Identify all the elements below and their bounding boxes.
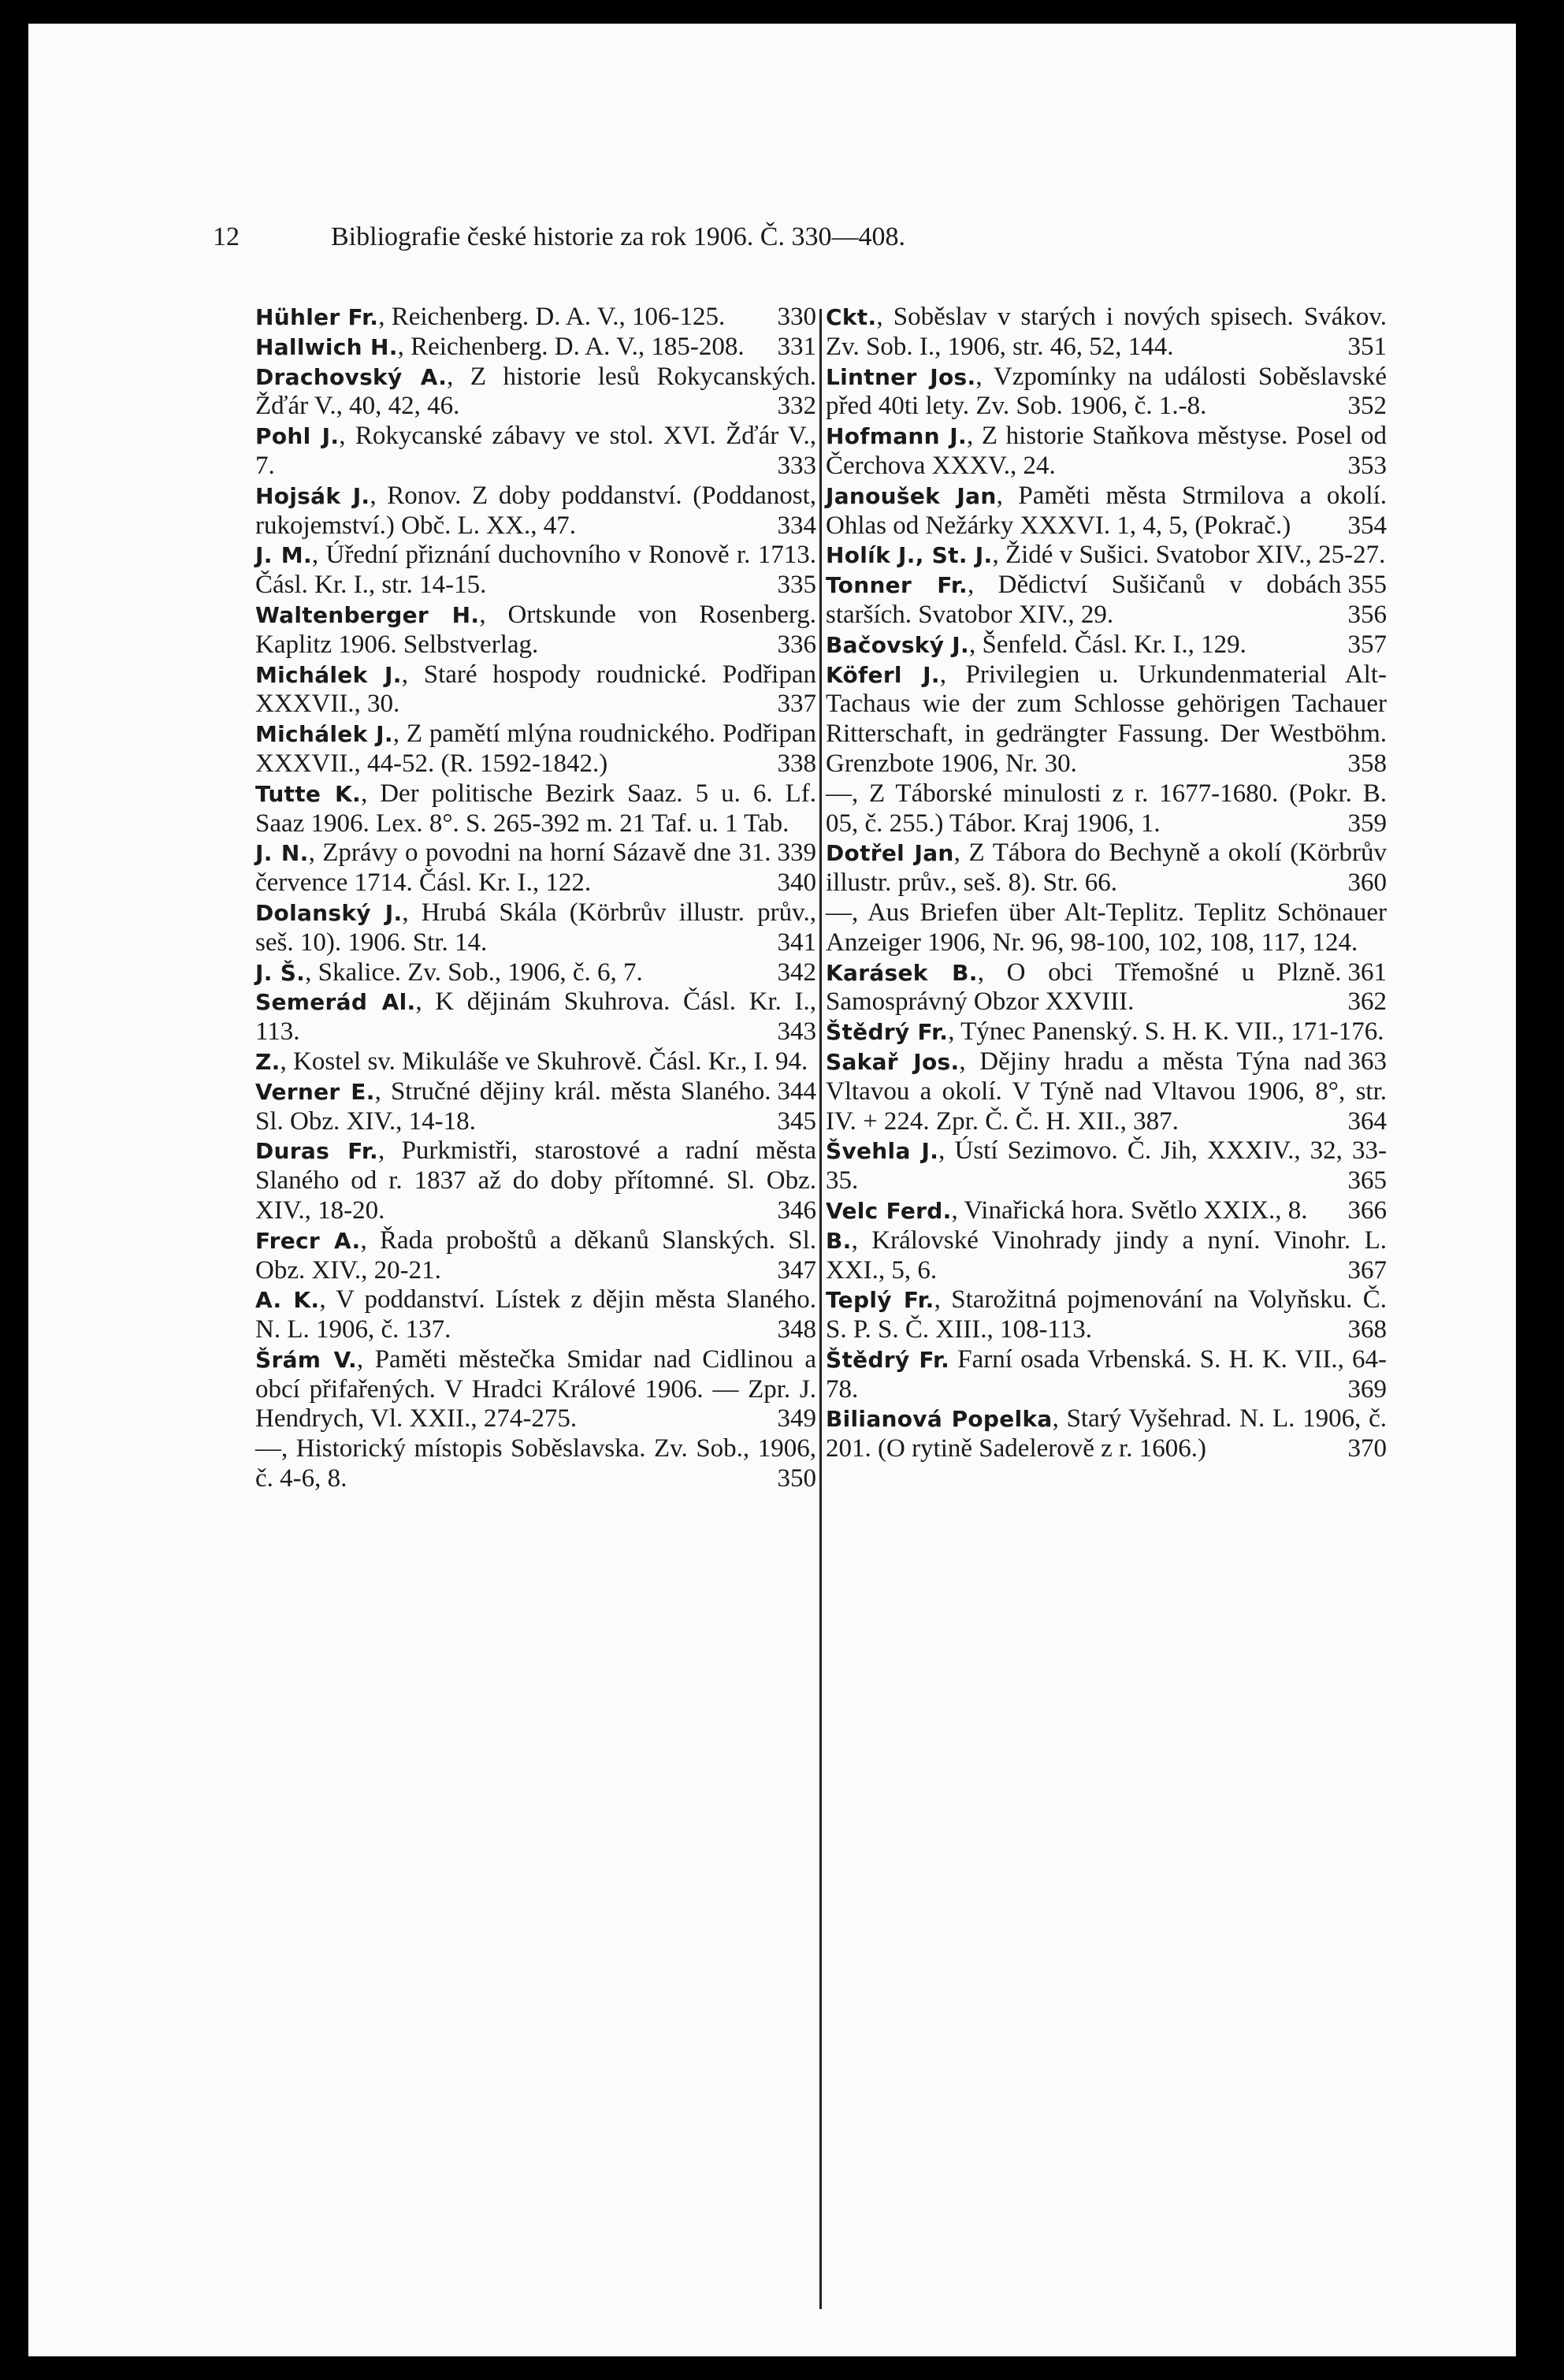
left-column [255, 303, 816, 1494]
bib-entry [255, 839, 816, 898]
bib-entry [255, 660, 816, 720]
entry-number: 365 [1347, 1166, 1387, 1196]
entry-text: , Der politische Bezirk Saaz. 5 u. 6. Lf. Saaz 1906. Lex. 8°. S. 265-392 m. 21 Taf. u. 1 Tab. [255, 779, 816, 838]
bib-entry [826, 1345, 1387, 1405]
entry-text: —, Z Táborské minulosti z r. 1677-1680. (Pokr. B. 05, č. 255.) Tábor. Kraj 1906, 1. [826, 779, 1387, 838]
entry-number: 352 [1347, 392, 1387, 421]
entry-text: , Vzpomínky na události Soběslavské před 40ti lety. Zv. Sob. 1906, č. 1.-8. [826, 362, 1387, 421]
entry-author: Holík J., St. J. [826, 542, 993, 569]
entry-number: 336 [777, 630, 816, 659]
entry-author: Ckt. [826, 304, 877, 330]
entry-number: 349 [777, 1404, 816, 1434]
bib-entry [255, 303, 816, 333]
entry-number: 362 [1347, 987, 1387, 1017]
entry-text: , Soběslav v starých i nových spisech. Svákov. Zv. Sob. I., 1906, str. 46, 52, 144. [826, 303, 1387, 361]
entry-text: , Z pamětí mlýna roudnického. Podřipan XXXVII., 44-52. (R. 1592-1842.) [255, 720, 816, 778]
entry-author: Bačovský J. [826, 631, 969, 658]
entry-author: Semerád Al. [255, 989, 416, 1016]
entry-number: 341 [777, 928, 816, 957]
running-header [213, 222, 905, 252]
entry-text: , Starý Vyšehrad. N. L. 1906, č. 201. (O rytině Sadelerově z r. 1606.) [826, 1404, 1387, 1463]
entry-text: , Týnec Panenský. S. H. K. VII., 171-176. [948, 1017, 1384, 1047]
entry-number: 347 [777, 1255, 816, 1285]
entry-text: , Dějiny hradu a města Týna nad Vltavou a okolí. V Týně nad Vltavou 1906, 8°, str. IV. + 224. Zpr. Č. Č. H. XII., 387. [826, 1047, 1387, 1136]
entry-text: —, Historický místopis Soběslavska. Zv. Sob., 1906, č. 4-6, 8. [255, 1434, 816, 1493]
bib-entry [255, 1226, 816, 1286]
bib-entry [826, 1136, 1387, 1196]
entry-text: , Královské Vinohrady jindy a nyní. Vinohr. L. XXI., 5, 6. [826, 1225, 1387, 1285]
entry-number: 345 [777, 1106, 816, 1136]
entry-number: 370 [1347, 1434, 1387, 1463]
entry-number: 354 [1347, 511, 1387, 540]
bib-entry [826, 1404, 1387, 1464]
entry-author: Švehla J. [826, 1138, 939, 1165]
entry-number: 346 [777, 1196, 816, 1225]
bib-entry [826, 1285, 1387, 1345]
entry-number: 332 [777, 392, 816, 421]
bib-entry [826, 571, 1387, 630]
entry-author: Štědrý Fr. [826, 1019, 949, 1046]
entry-text: , V poddanství. Lístek z dějin města Slaného. N. L. 1906, č. 137. [255, 1285, 816, 1344]
column-divider [819, 309, 822, 2309]
bib-entry [255, 541, 816, 601]
entry-author: Michálek J. [255, 661, 402, 688]
entry-author: B. [826, 1227, 852, 1254]
entry-text: , Reichenberg. D. A. V., 185-208. [397, 332, 745, 361]
page-number: 12 [213, 222, 240, 251]
bib-entry [255, 898, 816, 958]
bib-entry [255, 333, 816, 363]
bib-entry [826, 958, 1387, 1018]
entry-text: , Rokycanské zábavy ve stol. XVI. Žďár V., 7. [255, 422, 816, 480]
entry-number: 333 [777, 451, 816, 480]
entry-author: Dotřel Jan [826, 840, 954, 867]
entry-author: Teplý Fr. [826, 1287, 934, 1314]
entry-author: Hojsák J. [255, 482, 370, 509]
entry-text: , Privilegien u. Urkundenmaterial Alt-Tachaus wie der zum Schlosse gehörigen Tachauer Ritterschaft, in gedrängter Fassung. Der Westböhm. Grenzbote 1906, Nr. 30. [826, 660, 1387, 778]
entry-number: 353 [1347, 451, 1387, 480]
entry-author: Michálek J. [255, 721, 393, 748]
entry-text: , Starožitná pojmenování na Volyňsku. Č. S. P. S. Č. XIII., 108-113. [826, 1285, 1387, 1344]
entry-author: Lintner Jos. [826, 363, 976, 390]
entry-author: Drachovský A. [255, 363, 448, 390]
entry-number: 368 [1347, 1315, 1387, 1344]
entry-author: Velc Ferd. [826, 1197, 952, 1224]
scan-edge [1516, 0, 1564, 2380]
entry-author: Frecr A. [255, 1227, 361, 1254]
entry-text: , Židé v Sušici. Svatobor XIV., 25-27. [992, 541, 1386, 570]
entry-text: , Ortskunde von Rosenberg. Kaplitz 1906. Selbstverlag. [255, 600, 816, 659]
entry-number: 330 [777, 303, 816, 331]
entry-author: Šrám V. [255, 1346, 357, 1373]
entry-number: 360 [1347, 868, 1387, 898]
bib-entry [826, 839, 1387, 898]
bib-entry [255, 987, 816, 1047]
bib-entry [826, 630, 1387, 660]
entry-author: Waltenberger H. [255, 601, 480, 628]
entry-number: 343 [777, 1017, 816, 1047]
bib-entry [255, 363, 816, 422]
entry-text: Farní osada Vrbenská. S. H. K. VII., 64-78. [826, 1344, 1387, 1404]
entry-text: , Zprávy o povodni na horní Sázavě dne 31. července 1714. Čásl. Kr. I., 122. [255, 839, 771, 898]
bib-entry [826, 660, 1387, 779]
entry-number: 335 [777, 571, 816, 600]
entry-number: 363 [1347, 1047, 1387, 1076]
bib-entry [255, 1345, 816, 1434]
entry-number: 342 [777, 958, 816, 987]
entry-author: Janoušek Jan [826, 482, 997, 509]
entry-author: Köferl J. [826, 661, 940, 688]
entry-author: Bilianová Popelka [826, 1406, 1053, 1433]
entry-number: 337 [777, 690, 816, 719]
entry-author: Dolanský J. [255, 899, 403, 926]
entry-author: Z. [255, 1048, 280, 1075]
bib-entry [255, 1077, 816, 1137]
bib-entry [826, 303, 1387, 363]
entry-author: J. N. [255, 840, 309, 867]
entry-text: , Hrubá Skála (Körbrův illustr. prův., seš. 10). 1906. Str. 14. [255, 898, 817, 957]
entry-number: 367 [1347, 1255, 1387, 1285]
right-column [826, 303, 1387, 1464]
entry-author: Hofmann J. [826, 423, 967, 450]
entry-text: —, Aus Briefen über Alt-Teplitz. Teplitz Schönauer Anzeiger 1906, Nr. 96, 98-100, 102, 108, 117, 124. [826, 898, 1387, 957]
entry-number: 364 [1347, 1106, 1387, 1136]
entry-number: 339 [777, 839, 816, 868]
entry-text: , Šenfeld. Čásl. Kr. I., 129. [968, 630, 1246, 659]
bib-entry [826, 1226, 1387, 1286]
entry-number: 338 [777, 749, 816, 778]
entry-text: , Skalice. Zv. Sob., 1906, č. 6, 7. [305, 958, 643, 987]
bib-entry [255, 720, 816, 779]
entry-number: 351 [1347, 332, 1387, 361]
bib-entry [255, 958, 816, 988]
entry-number: 357 [1347, 630, 1387, 659]
entry-text: , O obci Třemošné u Plzně. Samosprávný Obzor XXVIII. [826, 958, 1342, 1017]
entry-author: Hallwich H. [255, 333, 398, 360]
entry-text: , Z historie lesů Rokycanských. Žďár V., 40, 42, 46. [255, 362, 817, 421]
entry-text: , Úřední přiznání duchovního v Ronově r. 1713. Čásl. Kr. I., str. 14-15. [255, 541, 816, 600]
entry-number: 359 [1347, 809, 1387, 838]
entry-text: , Kostel sv. Mikuláše ve Skuhrově. Čásl. Kr., I. 94. [280, 1047, 808, 1076]
entry-text: , Dědictví Sušičanů v dobách starších. Svatobor XIV., 29. [826, 571, 1342, 629]
entry-author: Verner E. [255, 1078, 375, 1105]
bib-entry [826, 1047, 1387, 1136]
entry-text: , Z Tábora do Bechyně a okolí (Körbrův illustr. prův., seš. 8). Str. 66. [826, 839, 1387, 898]
entry-number: 355 [1347, 571, 1387, 600]
bib-entry [826, 779, 1387, 839]
entry-author: Pohl J. [255, 423, 340, 450]
bib-entry [255, 1136, 816, 1225]
entry-author: Štědrý Fr. [826, 1346, 950, 1373]
entry-number: 331 [777, 332, 816, 361]
bib-entry [826, 363, 1387, 422]
entry-text: , Purkmistři, starostové a radní města Slaného od r. 1837 až do doby přítomné. Sl. Obz. XIV., 18-20. [255, 1136, 816, 1225]
entry-text: , Řada proboštů a děkanů Slanských. Sl. Obz. XIV., 20-21. [255, 1225, 817, 1285]
entry-text: , K dějinám Skuhrova. Čásl. Kr. I., 113. [255, 987, 816, 1047]
bib-entry [826, 482, 1387, 541]
entry-author: Karásek B. [826, 959, 978, 986]
entry-author: Tutte K. [255, 780, 361, 807]
entry-text: , Reichenberg. D. A. V., 106-125. [378, 303, 726, 331]
entry-text: , Stručné dějiny král. města Slaného. Sl. Obz. XIV., 14-18. [255, 1077, 771, 1136]
entry-text: , Ronov. Z doby poddanství. (Poddanost, rukojemství.) Obč. L. XX., 47. [255, 481, 816, 540]
entry-text: , Ústí Sezimovo. Č. Jih, XXXIV., 32, 33-35. [826, 1136, 1387, 1196]
entry-author: J. Š. [255, 959, 306, 986]
entry-text: , Staré hospody roudnické. Podřipan XXXVII., 30. [255, 660, 817, 719]
entry-text: , Vinařická hora. Světlo XXIX., 8. [951, 1196, 1308, 1225]
bib-entry [255, 601, 816, 660]
bib-entry [255, 422, 816, 482]
entry-text: , Z historie Staňkova městyse. Posel od Čerchova XXXV., 24. [826, 422, 1387, 480]
entry-text: , Paměti města Strmilova a okolí. Ohlas od Nežárky XXXVI. 1, 4, 5, (Pokrač.) [826, 481, 1387, 540]
entry-number: 366 [1347, 1196, 1387, 1225]
entry-number: 356 [1347, 600, 1387, 629]
entry-number: 340 [777, 868, 816, 898]
entry-author: Hühler Fr. [255, 304, 379, 330]
bib-entry [255, 1285, 816, 1345]
bib-entry [255, 482, 816, 541]
entry-author: Duras Fr. [255, 1138, 378, 1165]
entry-number: 334 [777, 511, 816, 540]
bib-entry [255, 1434, 816, 1494]
header-title: Bibliografie české historie za rok 1906. Č. 330—408. [331, 222, 905, 251]
entry-number: 350 [777, 1464, 816, 1493]
entry-number: 361 [1347, 958, 1387, 987]
entry-number: 369 [1347, 1374, 1387, 1404]
entry-text: , Paměti městečka Smidar nad Cidlinou a obcí přifařených. V Hradci Králové 1906. — Zpr. J. Hendrych, Vl. XXII., 274-275. [255, 1344, 816, 1434]
entry-number: 358 [1347, 749, 1387, 778]
entry-author: Tonner Fr. [826, 572, 968, 599]
entry-number: 344 [777, 1077, 816, 1106]
entry-author: A. K. [255, 1287, 320, 1314]
entry-author: J. M. [255, 542, 312, 569]
bib-entry [826, 1196, 1387, 1226]
entry-author: Sakař Jos. [826, 1048, 960, 1075]
entry-number: 348 [777, 1315, 816, 1344]
bib-entry [826, 422, 1387, 482]
